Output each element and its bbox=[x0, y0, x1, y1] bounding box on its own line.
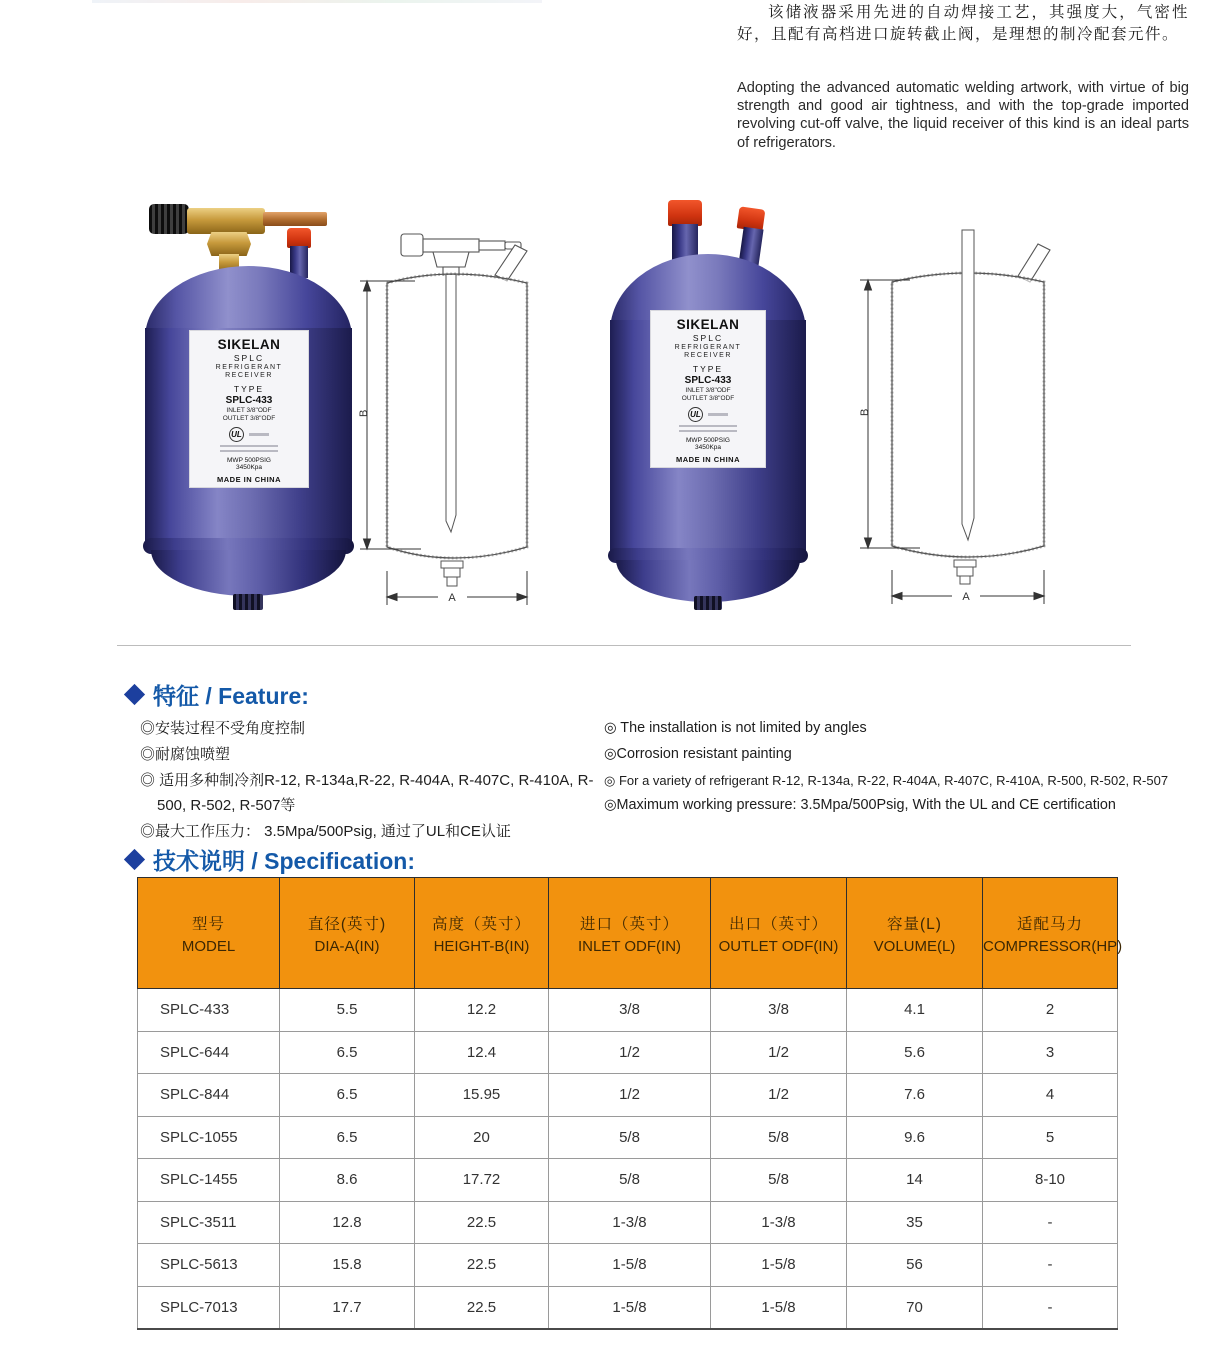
cell-height: 12.4 bbox=[415, 1031, 549, 1074]
outline-diagram-valve-tank bbox=[355, 225, 550, 620]
intro-paragraph-en: Adopting the advanced automatic welding artwork, with virtue of big strength and good air tightness, and with the top-grade imported revolving cut-off valve, the liquid receiver of this kind is an ideal parts of refrigerators. bbox=[737, 80, 1189, 151]
header-inlet-zh: 进口（英寸） bbox=[579, 915, 679, 933]
cell-volume: 4.1 bbox=[847, 989, 983, 1032]
fineprint-bar bbox=[220, 450, 278, 453]
cell-dia: 8.6 bbox=[280, 1159, 415, 1202]
product-photo-plain-tank bbox=[610, 192, 806, 612]
table-header-row bbox=[138, 878, 1118, 989]
label-brand: SIKELAN bbox=[676, 317, 740, 332]
red-port-cap bbox=[287, 228, 311, 248]
cell-model: SPLC-7013 bbox=[138, 1286, 280, 1329]
fineprint-bar bbox=[708, 413, 728, 416]
header-volume-zh: 容量(L) bbox=[887, 915, 942, 933]
height-dim-label: B bbox=[859, 408, 871, 416]
cell-hp: 5 bbox=[983, 1116, 1118, 1159]
label-series: SPLC bbox=[233, 353, 265, 363]
product-photo-valve-tank bbox=[145, 188, 352, 612]
dip-tube bbox=[962, 230, 974, 540]
spec-heading bbox=[127, 843, 415, 876]
label-origin: MADE IN CHINA bbox=[217, 475, 281, 484]
cell-inlet: 3/8 bbox=[549, 989, 711, 1032]
fineprint-bar bbox=[679, 425, 737, 428]
cell-outlet: 5/8 bbox=[711, 1159, 847, 1202]
label-product-line2: RECEIVER bbox=[684, 352, 732, 359]
feature-heading bbox=[127, 678, 309, 711]
cell-volume: 14 bbox=[847, 1159, 983, 1202]
dip-tube bbox=[446, 275, 456, 532]
label-kpa: 3450Kpa bbox=[235, 464, 263, 471]
cell-dia: 17.7 bbox=[280, 1286, 415, 1329]
cell-hp: - bbox=[983, 1286, 1118, 1329]
cell-dia: 6.5 bbox=[280, 1074, 415, 1117]
cell-hp: - bbox=[983, 1244, 1118, 1287]
cell-hp: - bbox=[983, 1201, 1118, 1244]
header-height bbox=[415, 878, 549, 989]
cell-dia: 15.8 bbox=[280, 1244, 415, 1287]
header-model bbox=[138, 878, 280, 989]
header-hp-en: COMPRESSOR(HP) bbox=[983, 937, 1123, 955]
table-row bbox=[138, 1201, 1118, 1244]
feature-item-en: ◎ For a variety of refrigerant R-12, R-134a, R-22, R-404A, R-407C, R-410A, R-500, R-502, R-507 bbox=[604, 772, 1169, 788]
diamond-icon bbox=[124, 849, 145, 870]
cell-outlet: 3/8 bbox=[711, 989, 847, 1032]
bottom-plug bbox=[694, 596, 722, 610]
feature-heading-text: 特征 / Feature: bbox=[153, 683, 309, 709]
cell-inlet: 1-5/8 bbox=[549, 1286, 711, 1329]
outline-diagram-plain-tank bbox=[852, 222, 1070, 620]
red-port-cap bbox=[668, 200, 702, 226]
cell-dia: 5.5 bbox=[280, 989, 415, 1032]
label-product-line1: REFRIGERANT bbox=[215, 364, 283, 371]
cell-outlet: 1/2 bbox=[711, 1031, 847, 1074]
cell-outlet: 1-3/8 bbox=[711, 1201, 847, 1244]
ul-logo: UL bbox=[688, 407, 703, 422]
feature-item-zh: ◎ 适用多种制冷剂R-12, R-134a,R-22, R-404A, R-407C, R-410A, R-500, R-502, R-507等 bbox=[140, 771, 594, 815]
table-row bbox=[138, 1244, 1118, 1287]
header-dia-en: DIA-A(IN) bbox=[314, 937, 380, 955]
header-model-en: MODEL bbox=[181, 937, 236, 955]
header-dia bbox=[280, 878, 415, 989]
valve-knob bbox=[149, 204, 189, 234]
cell-inlet: 1-5/8 bbox=[549, 1244, 711, 1287]
cell-inlet: 1-3/8 bbox=[549, 1201, 711, 1244]
table-row bbox=[138, 1116, 1118, 1159]
cell-hp: 8-10 bbox=[983, 1159, 1118, 1202]
cell-inlet: 5/8 bbox=[549, 1159, 711, 1202]
label-outlet: OUTLET 3/8"ODF bbox=[222, 415, 276, 422]
cell-height: 22.5 bbox=[415, 1244, 549, 1287]
feature-item-en: ◎Corrosion resistant painting bbox=[604, 745, 792, 762]
feature-item-zh: ◎耐腐蚀喷塑 bbox=[140, 745, 231, 763]
label-origin: MADE IN CHINA bbox=[676, 455, 740, 464]
cell-model: SPLC-1455 bbox=[138, 1159, 280, 1202]
label-mwp: MWP 500PSIG bbox=[686, 437, 730, 444]
spec-table bbox=[137, 877, 1123, 1330]
cell-height: 12.2 bbox=[415, 989, 549, 1032]
cell-outlet: 5/8 bbox=[711, 1116, 847, 1159]
cell-volume: 35 bbox=[847, 1201, 983, 1244]
cell-hp: 4 bbox=[983, 1074, 1118, 1117]
table-row bbox=[138, 989, 1118, 1032]
label-mwp: MWP 500PSIG bbox=[227, 457, 271, 464]
label-model: SPLC-433 bbox=[225, 395, 273, 406]
cell-volume: 5.6 bbox=[847, 1031, 983, 1074]
cell-model: SPLC-3511 bbox=[138, 1201, 280, 1244]
bottom-plug bbox=[233, 594, 263, 610]
diagram-bottom-plug bbox=[441, 561, 463, 586]
header-inlet-en: INLET ODF(IN) bbox=[577, 937, 682, 955]
label-inlet: INLET 3/8"ODF bbox=[226, 407, 272, 414]
label-series: SPLC bbox=[692, 333, 724, 343]
label-inlet: INLET 3/8"ODF bbox=[685, 387, 731, 394]
fineprint-bar bbox=[679, 430, 737, 433]
table-row bbox=[138, 1286, 1118, 1329]
spec-heading-text: 技术说明 / Specification: bbox=[153, 848, 415, 874]
label-outlet: OUTLET 3/8"ODF bbox=[681, 395, 735, 402]
cell-hp: 2 bbox=[983, 989, 1118, 1032]
cell-height: 22.5 bbox=[415, 1201, 549, 1244]
header-height-zh: 高度（英寸） bbox=[431, 915, 531, 933]
header-dia-zh: 直径(英寸) bbox=[307, 915, 387, 933]
cell-model: SPLC-644 bbox=[138, 1031, 280, 1074]
feature-item-zh: ◎最大工作压力： 3.5Mpa/500Psig, 通过了UL和CE认证 bbox=[140, 823, 511, 841]
label-product-line2: RECEIVER bbox=[225, 372, 273, 379]
section-divider bbox=[117, 645, 1131, 646]
table-row bbox=[138, 1031, 1118, 1074]
table-row bbox=[138, 1074, 1118, 1117]
cell-hp: 3 bbox=[983, 1031, 1118, 1074]
label-brand: SIKELAN bbox=[217, 337, 281, 352]
cell-model: SPLC-433 bbox=[138, 989, 280, 1032]
cell-inlet: 5/8 bbox=[549, 1116, 711, 1159]
cell-outlet: 1/2 bbox=[711, 1074, 847, 1117]
tank-bottom bbox=[151, 550, 346, 596]
header-volume-en: VOLUME(L) bbox=[873, 937, 956, 955]
cell-height: 20 bbox=[415, 1116, 549, 1159]
label-type-caption: TYPE bbox=[233, 384, 265, 394]
copper-tube bbox=[263, 212, 327, 226]
width-dim-label: A bbox=[448, 592, 456, 604]
valve-nut bbox=[207, 232, 251, 256]
feature-item-en: ◎Maximum working pressure: 3.5Mpa/500Psig, With the UL and CE certification bbox=[604, 797, 1116, 814]
ul-logo: UL bbox=[229, 427, 244, 442]
fineprint-bar bbox=[220, 445, 278, 448]
header-inlet bbox=[549, 878, 711, 989]
label-model: SPLC-433 bbox=[684, 375, 732, 386]
feature-item-zh: ◎安装过程不受角度控制 bbox=[140, 720, 306, 737]
cell-dia: 6.5 bbox=[280, 1031, 415, 1074]
header-volume bbox=[847, 878, 983, 989]
height-dim-label: B bbox=[358, 409, 370, 417]
fineprint-bar bbox=[249, 433, 269, 436]
header-hp bbox=[983, 878, 1123, 989]
cell-volume: 9.6 bbox=[847, 1116, 983, 1159]
cell-model: SPLC-844 bbox=[138, 1074, 280, 1117]
header-outlet bbox=[711, 878, 847, 989]
cell-dia: 6.5 bbox=[280, 1116, 415, 1159]
table-row bbox=[138, 1159, 1118, 1202]
cell-height: 17.72 bbox=[415, 1159, 549, 1202]
feature-list-zh bbox=[140, 716, 618, 845]
header-height-en: HEIGHT-B(IN) bbox=[433, 937, 530, 955]
cell-model: SPLC-5613 bbox=[138, 1244, 280, 1287]
cropped-title-artifact bbox=[92, 0, 542, 3]
diagram-spout bbox=[1018, 244, 1050, 282]
header-model-zh: 型号 bbox=[191, 915, 225, 933]
header-outlet-en: OUTLET ODF(IN) bbox=[718, 937, 839, 955]
feature-list-en bbox=[604, 716, 1231, 819]
feature-item-en: ◎ The installation is not limited by angles bbox=[604, 720, 867, 736]
label-kpa: 3450Kpa bbox=[694, 444, 722, 451]
cell-height: 15.95 bbox=[415, 1074, 549, 1117]
cell-dia: 12.8 bbox=[280, 1201, 415, 1244]
label-product-line1: REFRIGERANT bbox=[674, 344, 742, 351]
width-dim-label: A bbox=[962, 591, 970, 603]
cell-volume: 70 bbox=[847, 1286, 983, 1329]
diamond-icon bbox=[124, 684, 145, 705]
header-outlet-zh: 出口（英寸） bbox=[728, 915, 828, 933]
label-type-caption: TYPE bbox=[692, 364, 724, 374]
cell-outlet: 1-5/8 bbox=[711, 1244, 847, 1287]
cell-height: 22.5 bbox=[415, 1286, 549, 1329]
product-label bbox=[189, 330, 309, 488]
cell-outlet: 1-5/8 bbox=[711, 1286, 847, 1329]
header-hp-zh: 适配马力 bbox=[1016, 915, 1083, 933]
product-label bbox=[650, 310, 766, 468]
cell-model: SPLC-1055 bbox=[138, 1116, 280, 1159]
cell-volume: 56 bbox=[847, 1244, 983, 1287]
cell-volume: 7.6 bbox=[847, 1074, 983, 1117]
cell-inlet: 1/2 bbox=[549, 1031, 711, 1074]
diagram-bottom-plug bbox=[954, 560, 976, 584]
valve-body bbox=[187, 208, 265, 234]
intro-paragraph-zh: 该储液器采用先进的自动焊接工艺，其强度大，气密性好，且配有高档进口旋转截止阀，是理想的制冷配套元件。 bbox=[737, 4, 1189, 43]
cell-inlet: 1/2 bbox=[549, 1074, 711, 1117]
shell-hatch bbox=[387, 274, 527, 558]
